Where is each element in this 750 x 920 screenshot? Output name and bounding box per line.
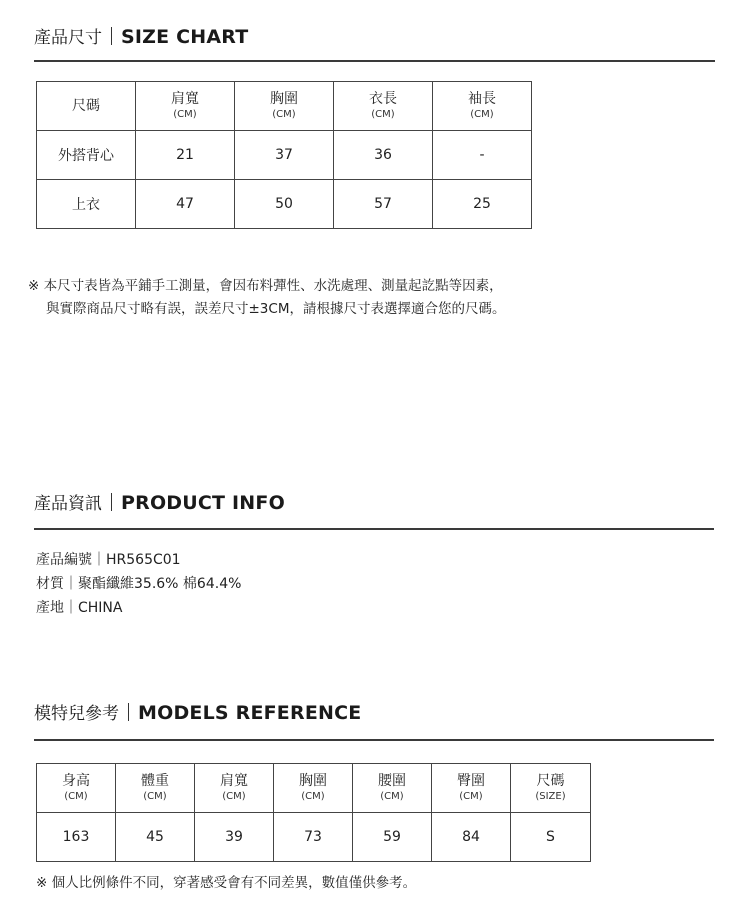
models-header-cell: 尺碼 (SIZE) — [511, 764, 591, 813]
table-cell: 上衣 — [37, 180, 136, 229]
product-origin: 產地｜CHINA — [36, 600, 123, 616]
title-separator — [128, 703, 129, 721]
table-cell: 84 — [432, 813, 511, 862]
models-header-cell: 臀圍 (CM) — [432, 764, 511, 813]
models-header-row — [37, 764, 591, 813]
models-reference-title-en: MODELS REFERENCE — [138, 702, 362, 724]
size-chart-title — [34, 23, 248, 52]
size-chart-header-cell: 尺碼 — [37, 82, 136, 131]
size-chart-note-line: ※ 本尺寸表皆為平鋪手工測量，會因布料彈性、水洗處理、測量起訖點等因素， — [28, 278, 503, 294]
size-chart-table — [36, 81, 532, 229]
models-header-cell: 胸圍 (CM) — [274, 764, 353, 813]
table-cell: 57 — [334, 180, 433, 229]
size-chart-header-cell: 胸圍 (CM) — [235, 82, 334, 131]
size-chart-note — [28, 275, 505, 321]
table-cell: 163 — [37, 813, 116, 862]
table-cell: S — [511, 813, 591, 862]
models-header-cell: 腰圍 (CM) — [353, 764, 432, 813]
models-header-cell: 肩寬 (CM) — [195, 764, 274, 813]
table-row — [37, 813, 591, 862]
table-cell: 外搭背心 — [37, 131, 136, 180]
table-cell: 39 — [195, 813, 274, 862]
table-cell: 73 — [274, 813, 353, 862]
product-material: 材質｜聚酯纖維35.6% 棉64.4% — [36, 576, 242, 592]
models-reference-title — [34, 699, 361, 728]
table-cell: 25 — [433, 180, 532, 229]
models-reference-title-zh: 模特兒參考 — [34, 704, 119, 724]
size-chart-header-row — [37, 82, 532, 131]
table-cell: 45 — [116, 813, 195, 862]
size-chart-header-cell: 衣長 (CM) — [334, 82, 433, 131]
models-header-cell: 體重 (CM) — [116, 764, 195, 813]
table-row — [37, 131, 532, 180]
table-cell: 36 — [334, 131, 433, 180]
size-chart-divider — [34, 60, 715, 62]
table-cell: 59 — [353, 813, 432, 862]
size-chart-header-cell: 肩寬 (CM) — [136, 82, 235, 131]
models-reference-divider — [34, 739, 714, 741]
table-cell: 47 — [136, 180, 235, 229]
size-chart-title-zh: 產品尺寸 — [34, 28, 102, 48]
models-reference-table — [36, 763, 591, 862]
product-info-divider — [34, 528, 714, 530]
models-reference-note: ※ 個人比例條件不同，穿著感受會有不同差異，數值僅供參考。 — [36, 875, 417, 891]
product-info-title-zh: 產品資訊 — [34, 494, 102, 514]
table-cell: 37 — [235, 131, 334, 180]
product-info-title-en: PRODUCT INFO — [121, 492, 285, 514]
table-cell: - — [433, 131, 532, 180]
size-chart-title-en: SIZE CHART — [121, 26, 249, 48]
size-chart-header-cell: 袖長 (CM) — [433, 82, 532, 131]
product-info-title — [34, 489, 285, 518]
title-separator — [111, 493, 112, 511]
table-cell: 21 — [136, 131, 235, 180]
table-row — [37, 180, 532, 229]
size-chart-note-line: 與實際商品尺寸略有誤，誤差尺寸±3CM，請根據尺寸表選擇適合您的尺碼。 — [46, 301, 506, 317]
table-cell: 50 — [235, 180, 334, 229]
product-code: 產品編號｜HR565C01 — [36, 552, 181, 568]
title-separator — [111, 27, 112, 45]
models-header-cell: 身高 (CM) — [37, 764, 116, 813]
